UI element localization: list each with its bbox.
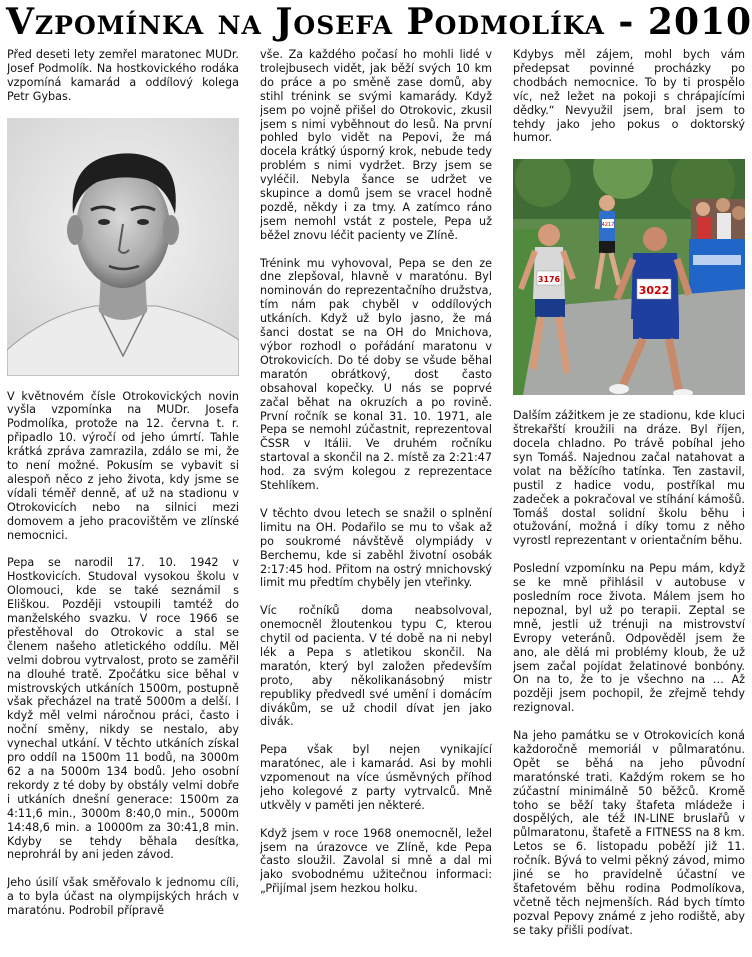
paragraph: Jeho úsilí však směřovalo k jednomu cíli, a to byla účast na olympijských hrách v maratónu. Podrobil přípravě — [7, 876, 239, 918]
column-2 — [260, 48, 492, 953]
paragraph: Pepa se narodil 17. 10. 1942 v Hostkovicích. Studoval vysokou školu v Olomouci, kde se také seznámil s Eliškou. Později vstoupili tamtéž do manželského svazku. V roce 1966 se přestěhoval do Otrokovic a stal se členem našeho atletického oddílu. Měl velmi dobrou vytrvalost, proto se zaměřil na dlouhé tratě. Zpočátku sice běhal v mistrovských utkáních 1500m, postupně však přecházel na tratě 5000m a delší. I když měl velmi náročnou práci, často i noční směny, nikdy se nestalo, aby vynechal utkání. V těchto utkáních získal pro oddíl na 1500m 11 bodů, na 3000m 62 a na 5000m 134 bodů. Jeho osobní rekordy z té doby by obstály velmi dobře i utkáních dnešní generace: 1500m za 4:11,6 min., 3000m 8:40,0 min., 5000m 14:48,6 min. a 10000m za 30:41,8 min. Kdyby se tehdy běhala desítka, neprohrál by ani jeden závod. — [7, 556, 239, 862]
paragraph: Když jsem v roce 1968 onemocněl, ležel jsem na úrazovce ve Zlíně, kde Pepa často sloužil. Zavolal si mně a dal mi jako svobodnému užitečnou informaci: „Přijímal jsem hezkou holku. — [260, 826, 492, 896]
paragraph: Víc ročníků doma neabsolvoval, onemocněl žloutenkou typu C, kterou chytil od pacienta. V té době na ni nebyl lék a Pepa s atletikou skončil. Na maratón, který byl založen především proto, aby několikanásobný mistr republiky předvedl své umění i domácím divákům, se už chodil dívat jen jako divák. — [260, 604, 492, 729]
paragraph: vše. Za každého počasí ho mohli lidé v trolejbusech vidět, jak běží svých 10 km do práce a po směně zase domů, aby stihl trénink se svými kamarády. Když jsem po vojně přišel do Otrokovic, zkusil jsem s nimi vyběhnout do lesů. Na první pohled bylo vidět na Pepovi, že má docela krátký úsporný krok, nebude tedy problém s nimi vydržet. Brzy jsem se vyléčil. Nebyla šance se udržet ve skupince a domů jsem se vracel hodně pozdě, někdy i za tmy. A zatímco ráno jsem nemohl vstát z postele, Pepa už běžel znovu léčit pacienty ve Zlíně. — [260, 48, 492, 242]
paragraph: V květnovém čísle Otrokovických novin vyšla vzpomínka na MUDr. Josefa Podmolíka, protože na 12. června t. r. připadlo 10. výročí od jeho úmrtí. Tahle krátká zpráva zamrazila, zdálo se mi, že to není možné. Pokusím se vybavit si alespoň něco z jeho života, kdy jsme se vídali téměř denně, ať už na stadionu v Otrokovicích nebo na silnici mezi domovem a jeho pracovištěm ve zlínské nemocnici. — [7, 389, 239, 542]
bib-number: 3176 — [537, 275, 561, 285]
article-title: Vzpomínka na Josefa Podmolíka - 2010 — [6, 1, 752, 43]
paragraph: Poslední vzpomínku na Pepu mám, když se ke mně přihlásil v autobuse v posledním roce života. Málem jsem ho nepoznal, byl už po terapii. Zeptal se mně, jestli už trénuji na mistrovství Evropy veteránů. Odpověděl jsem že ano, ale dělá mi problémy kloub, že už jsem začal pojídat želatinové bonbóny. On na to, že to je všechno na … Až později jsem pochopil, že zřejmě tehdy rezignoval. — [513, 562, 745, 715]
paragraph: V těchto dvou letech se snažil o splnění limitu na OH. Podařilo se mu to však až po soukromé návštěvě olympiády v Berchemu, kde si zaběhl životní osobák 2:17:45 hod. Přitom na ostrý mnichovský limit mu předtím chyběly jen vteřinky. — [260, 506, 492, 590]
paragraph: Dalším zážitkem je ze stadionu, kde kluci štrekařští kroužili na dráze. Byl říjen, docela chladno. Po trávě pobíhal jeho syn Tomáš. Najednou začal natahovat a volat na běžícího tatínka. Ten zastavil, pustil z hadice vodu, postříkal mu zadeček a pokračoval ve stíhání kámošů. Tomáš dostal solidní školu běhu i otužování, možná i díky tomu z něho vyrostl reprezentant v orientačním běhu. — [513, 409, 745, 548]
paragraph: Na jeho památku se v Otrokovicích koná každoročně memoriál v půlmaratónu. Opět se běhá na jeho původní maratónské trati. Každým rokem se ho zúčastní minimálně 50 běžců. Kromě toho se běží taky štafeta mládeže i dospělých, ale též IN-LINE bruslařů v půlmaratonu, štafetě a FITNESS na 8 km. Letos se 6. listopadu poběží již 11. ročník. Bývá to velmi pěkný závod, mimo jiné se ho pravidelně účastní ve štafetovém běhu rodina Podmolíkova, včetně těch nejmenších. Rád bych tímto pozval Pepovy známé z jeho rodiště, aby se taky přišli podívat. — [513, 729, 745, 937]
paragraph: Trénink mu vyhovoval, Pepa se den ze dne zlepšoval, hlavně v maratónu. Byl nominován do reprezentačního družstva, tím nám pak chyběl v oddílových utkáních. Když už bylo jasno, že má šanci dostat se na OH do Mnichova, výbor rozhodl o pořádání maratonu v Otrokovicích. Do té doby se všude běhal maratón obrátkový, dost často obsahoval kopečky. U nás se poprvé začal běhat na okruzích a po rovině. První ročník se konal 31. 10. 1971, ale Pepa se nemohl zúčastnit, reprezentoval ČSSR v Itálii. Ve druhém ročníku startoval a skončil na 2. místě za 2:21:47 hod. za svým kolegou z reprezentace Stehlíkem. — [260, 256, 492, 493]
column-3 — [513, 48, 745, 953]
paragraph: Pepa však byl nejen vynikající maratónec, ale i kamarád. Asi by mohli vzpomenout na více úsměvných příhod jeho kolegové z party vytrvalců. Mně utkvěly v paměti jen některé. — [260, 743, 492, 812]
race-photo — [513, 159, 745, 395]
bib-number: 4217 — [601, 222, 615, 229]
column-1 — [7, 48, 239, 953]
bib-number: 3022 — [638, 284, 670, 298]
paragraph: Kdybys měl zájem, mohl bych vám předepsat povinné procházky po chodbách nemocnice. To by ti prospělo víc, než ležet na pokoji s chrápajícími dědky.“ Nevyužil jsem, bral jsem to tehdy jako jeho pokus o doktorský humor. — [513, 48, 745, 145]
lead-paragraph: Před deseti lety zemřel maratonec MUDr. Josef Podmolík. Na hostkovického rodáka vzpomíná kamarád a oddílový kolega Petr Gybas. — [7, 48, 239, 103]
portrait-photo — [7, 118, 239, 376]
